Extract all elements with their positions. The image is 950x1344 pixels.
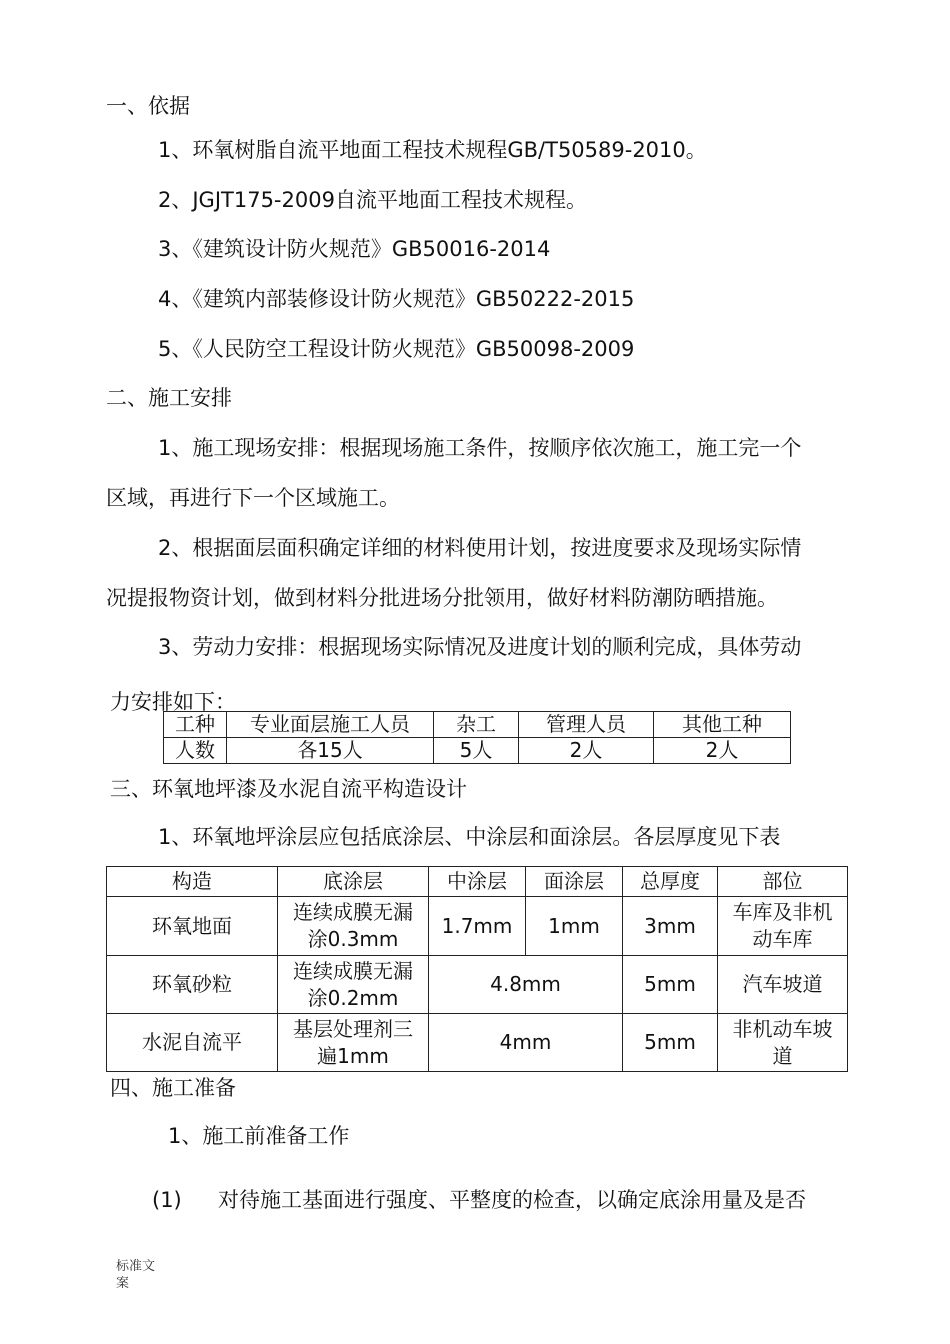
basis-item-1: 1、环氧树脂自流平地面工程技术规程GB/T50589-2010。 [158,138,707,162]
table-cell: 环氧地面 [107,897,278,956]
table-row [107,867,848,897]
heading-preparation: 四、施工准备 [110,1076,236,1100]
table-cell: 汽车坡道 [718,956,848,1014]
heading-design: 三、环氧地坪漆及水泥自流平构造设计 [110,777,467,801]
labor-table [163,711,791,764]
table-header: 面涂层 [526,867,623,897]
arrangement-3-line-2: 力安排如下： [110,690,236,714]
table-cell: 工种 [164,712,227,738]
table-cell: 4.8mm [429,956,623,1014]
table-cell: 5mm [623,1014,718,1072]
table-row [107,897,848,956]
table-cell: 1.7mm [429,897,526,956]
table-header: 构造 [107,867,278,897]
arrangement-2-line-2: 况提报物资计划，做到材料分批进场分批领用，做好材料防潮防晒措施。 [106,586,778,610]
table-cell: 连续成膜无漏涂0.2mm [278,956,429,1014]
prep-sub-1-text: 对待施工基面进行强度、平整度的检查，以确定底涂用量及是否 [218,1188,806,1212]
table-row [164,738,791,764]
table-row [107,956,848,1014]
table-header: 总厚度 [623,867,718,897]
prep-sub-1-number: (1) [152,1188,182,1212]
heading-basis: 一、依据 [106,94,190,118]
table-cell: 4mm [429,1014,623,1072]
table-cell: 其他工种 [654,712,791,738]
table-cell: 各15人 [227,738,434,764]
prep-item-1: 1、施工前准备工作 [168,1124,350,1148]
table-cell: 车库及非机动车库 [718,897,848,956]
basis-item-5: 5、《人民防空工程设计防火规范》GB50098-2009 [158,337,635,361]
table-cell: 连续成膜无漏涂0.3mm [278,897,429,956]
table-header: 中涂层 [429,867,526,897]
table-header: 部位 [718,867,848,897]
basis-item-3: 3、《建筑设计防火规范》GB50016-2014 [158,237,551,261]
arrangement-3-line-1: 3、劳动力安排：根据现场实际情况及进度计划的顺利完成，具体劳动 [158,635,802,659]
table-cell: 5mm [623,956,718,1014]
table-cell: 2人 [519,738,654,764]
table-cell: 杂工 [434,712,519,738]
table-cell: 3mm [623,897,718,956]
layer-table [106,866,848,1072]
table-cell: 基层处理剂三遍1mm [278,1014,429,1072]
table-cell: 人数 [164,738,227,764]
arrangement-1-line-1: 1、施工现场安排：根据现场施工条件，按顺序依次施工，施工完一个 [158,436,802,460]
arrangement-2-line-1: 2、根据面层面积确定详细的材料使用计划，按进度要求及现场实际情 [158,536,802,560]
heading-arrangement: 二、施工安排 [106,386,232,410]
basis-item-2: 2、JGJT175-2009自流平地面工程技术规程。 [158,188,587,212]
footer-label: 标准文案 [116,1259,156,1291]
table-cell: 非机动车坡道 [718,1014,848,1072]
table-cell: 2人 [654,738,791,764]
table-cell: 1mm [526,897,623,956]
design-item-1: 1、环氧地坪涂层应包括底涂层、中涂层和面涂层。各层厚度见下表 [158,825,781,849]
table-row [164,712,791,738]
table-cell: 管理人员 [519,712,654,738]
table-row [107,1014,848,1072]
table-cell: 专业面层施工人员 [227,712,434,738]
table-header: 底涂层 [278,867,429,897]
table-cell: 水泥自流平 [107,1014,278,1072]
arrangement-1-line-2: 区域，再进行下一个区域施工。 [106,486,400,510]
table-cell: 环氧砂粒 [107,956,278,1014]
basis-item-4: 4、《建筑内部装修设计防火规范》GB50222-2015 [158,287,635,311]
table-cell: 5人 [434,738,519,764]
